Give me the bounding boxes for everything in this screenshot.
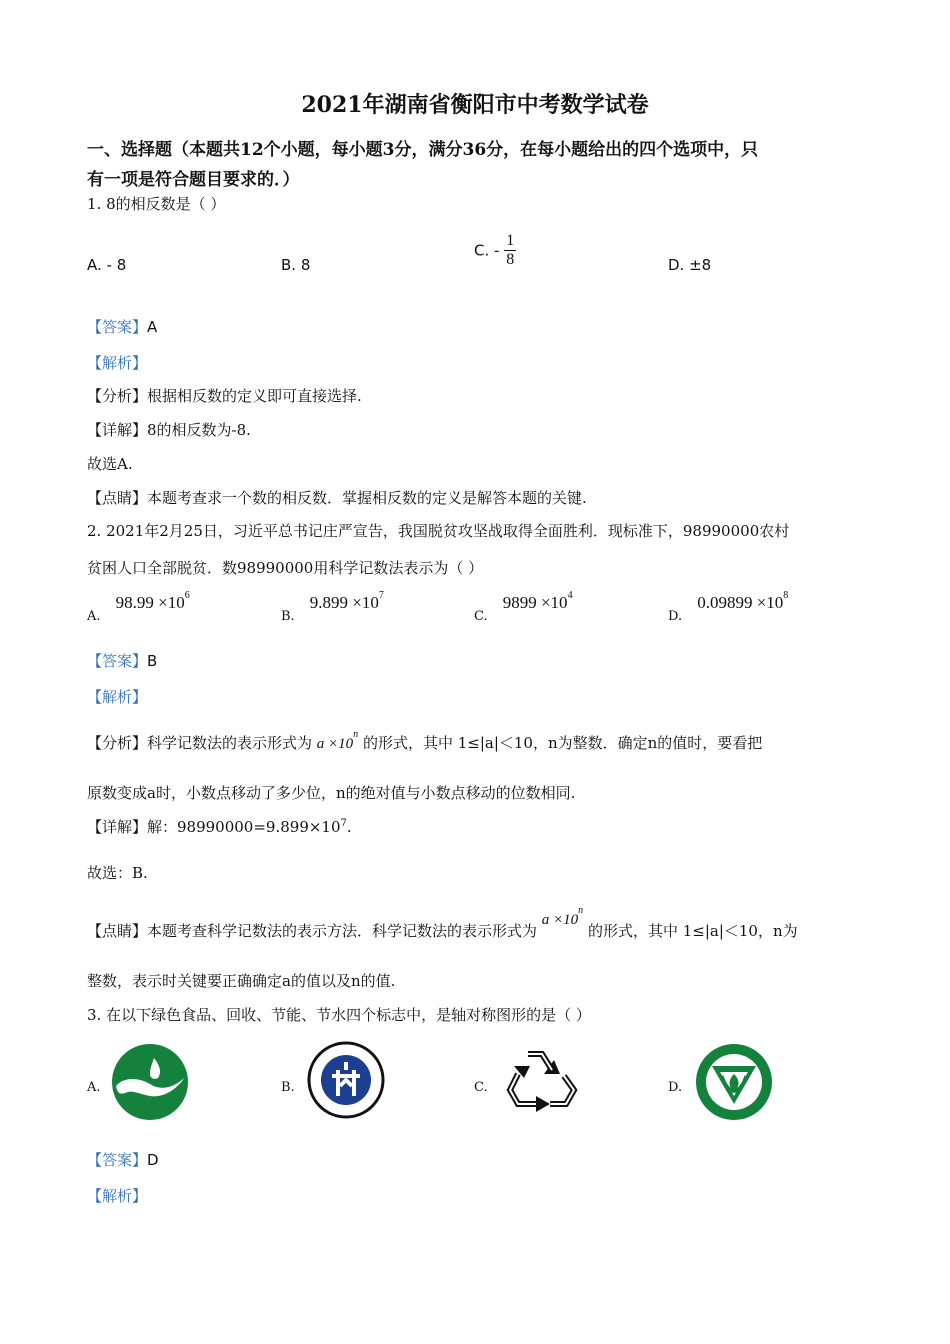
q2-option-b-letter: B. <box>281 609 295 624</box>
q2-dianjing-formula-base: a ×10 <box>541 912 579 928</box>
q2-fenxi-formula-exponent: n <box>353 729 359 740</box>
q2-option-d-value <box>697 590 789 612</box>
q2-fenxi-formula-base: a ×10 <box>316 736 354 752</box>
q1-stem: 1. 8的相反数是（ ） <box>87 195 226 213</box>
q2-dianjing-text-b: 的形式，其中 1≤|a|＜10，n为 <box>587 922 798 940</box>
q1-option-d-letter: D. <box>668 256 685 274</box>
q1-option-b-letter: B. <box>281 256 297 274</box>
q2-option-c <box>474 590 573 624</box>
q2-fenxi-text-b: 的形式，其中 1≤|a|＜10，n为整数．确定n的值时，要看把 <box>362 734 763 752</box>
q2-dianjing-formula-exponent: n <box>578 905 584 916</box>
q2-xiangjie <box>87 816 352 837</box>
q3-answer <box>87 1149 159 1170</box>
q1-option-c-fraction <box>504 232 516 269</box>
q2-option-c-base: 9899 ×10 <box>502 593 568 612</box>
q3-stem: 3. 在以下绿色食品、回收、节能、节水四个标志中，是轴对称图形的是（ ） <box>87 1006 591 1024</box>
q2-dianjing-formula <box>541 905 584 928</box>
q2-analysis-tag: 【解析】 <box>87 688 148 706</box>
q1-option-d-value: ±8 <box>689 256 712 274</box>
q2-answer <box>87 650 157 671</box>
q1-guxuan: 故选A. <box>87 455 133 473</box>
section-heading-line1: 一、选择题（本题共12个小题，每小题3分，满分36分，在每小题给出的四个选项中，只 <box>87 140 759 160</box>
q2-option-d-exponent: 8 <box>783 590 789 601</box>
q2-option-d-base: 0.09899 ×10 <box>697 593 784 612</box>
q2-xiangjie-exponent: 7 <box>340 818 347 829</box>
q1-fenxi: 【分析】根据相反数的定义即可直接选择. <box>87 387 362 405</box>
recycle-logo-icon <box>500 1044 580 1116</box>
q1-option-c-letter: C. <box>474 241 490 260</box>
q2-fenxi-text-a: 【分析】科学记数法的表示形式为 <box>87 734 313 752</box>
energy-saving-logo-icon <box>306 1040 386 1120</box>
q1-option-a-letter: A. <box>87 256 102 274</box>
q1-option-c-sign: - <box>494 241 500 260</box>
q2-xiangjie-end: . <box>346 818 352 836</box>
q1-option-a-value: - 8 <box>106 256 127 274</box>
q2-option-a-exponent: 6 <box>184 590 190 601</box>
q2-dianjing <box>87 905 798 941</box>
q1-option-c-numerator: 1 <box>506 232 515 249</box>
q2-option-a-base: 98.99 ×10 <box>115 593 185 612</box>
q2-xiangjie-text: 【详解】解：98990000=9.899×10 <box>87 818 341 836</box>
q2-option-a-value <box>115 590 190 612</box>
q1-answer-value: A <box>147 318 158 336</box>
q1-dianjing: 【点睛】本题考查求一个数的相反数．掌握相反数的定义是解答本题的关键. <box>87 489 587 507</box>
q2-option-b-value <box>309 590 384 612</box>
q2-option-b <box>281 590 384 624</box>
page-title: 2021年湖南省衡阳市中考数学试卷 <box>301 92 649 118</box>
q1-answer <box>87 316 157 337</box>
q1-answer-tag: 【答案】 <box>87 318 148 336</box>
q2-option-b-exponent: 7 <box>378 590 384 601</box>
q2-option-d <box>668 590 789 624</box>
q2-option-a <box>87 590 190 624</box>
q2-dianjing-line2: 整数，表示时关键要正确确定a的值以及n的值. <box>87 972 396 990</box>
q1-option-c <box>474 232 516 269</box>
green-food-logo-icon <box>110 1042 190 1122</box>
q2-stem-line2: 贫困人口全部脱贫．数98990000用科学记数法表示为（ ） <box>87 559 484 577</box>
q1-option-b <box>281 256 310 274</box>
q2-option-a-letter: A. <box>87 609 101 624</box>
q2-dianjing-text-a: 【点睛】本题考查科学记数法的表示方法．科学记数法的表示形式为 <box>87 922 538 940</box>
q2-option-c-value <box>502 590 573 612</box>
section-heading-line2: 有一项是符合题目要求的．） <box>87 170 300 190</box>
water-saving-logo-icon <box>694 1042 774 1122</box>
q3-option-d-letter: D. <box>668 1080 683 1095</box>
q3-option-a-letter: A. <box>87 1080 101 1095</box>
q2-fenxi-formula <box>316 729 359 752</box>
q2-fenxi-line2: 原数变成a时，小数点移动了多少位，n的绝对值与小数点移动的位数相同. <box>87 784 576 802</box>
q3-analysis-tag: 【解析】 <box>87 1187 148 1205</box>
q2-guxuan: 故选：B. <box>87 864 148 882</box>
q3-answer-value: D <box>147 1151 159 1169</box>
q2-answer-value: B <box>147 652 158 670</box>
q1-option-d <box>668 256 711 274</box>
q3-option-b-letter: B. <box>281 1080 295 1095</box>
q1-option-c-denominator: 8 <box>506 251 515 268</box>
q3-option-c-letter: C. <box>474 1080 488 1095</box>
q2-option-c-letter: C. <box>474 609 488 624</box>
q1-analysis-tag: 【解析】 <box>87 354 148 372</box>
q2-option-d-letter: D. <box>668 609 683 624</box>
q2-option-c-exponent: 4 <box>567 590 573 601</box>
q2-answer-tag: 【答案】 <box>87 652 148 670</box>
q1-option-b-value: 8 <box>300 256 311 274</box>
q2-fenxi <box>87 729 763 753</box>
q3-answer-tag: 【答案】 <box>87 1151 148 1169</box>
q2-option-b-base: 9.899 ×10 <box>309 593 379 612</box>
q2-stem-line1: 2. 2021年2月25日，习近平总书记庄严宣告，我国脱贫攻坚战取得全面胜利．现标准下，98990000农村 <box>87 522 790 540</box>
q1-option-a <box>87 256 126 274</box>
q1-xiangjie: 【详解】8的相反数为-8. <box>87 421 251 439</box>
